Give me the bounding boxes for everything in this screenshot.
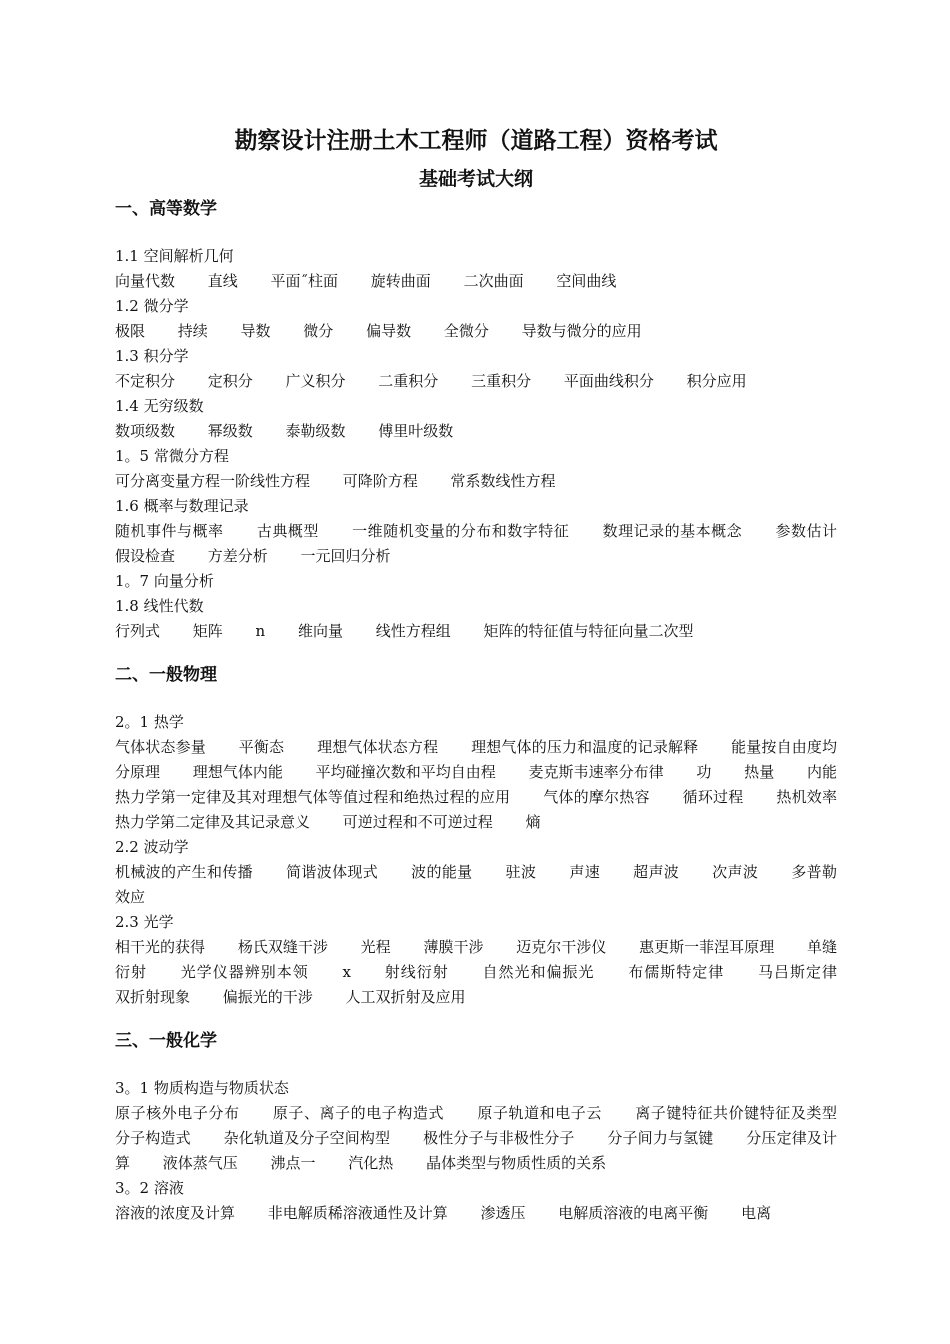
subsection-items: 数项级数 幂级数 泰勒级数 傅里叶级数 [115,422,454,440]
subsection-heading: 1。5 常微分方程 [115,447,229,465]
subsection-heading: 3。2 溶液 [115,1179,184,1197]
subsection-heading: 1.4 无穷级数 [115,397,204,415]
subsection-items: 溶液的浓度及计算 非电解质稀溶液通性及计算 渗透压 电解质溶液的电离平衡 电离 [115,1204,772,1222]
document-title: 勘察设计注册土木工程师（道路工程）资格考试 [234,128,718,154]
section-heading: 三、一般化学 [115,1031,217,1051]
section-heading: 二、一般物理 [115,665,217,685]
subsection-items: 原子核外电子分布 原子、离子的电子构造式 原子轨道和电子云 离子键特征共价键特征及类型 分子构造式 杂化轨道及分子空间构型 极性分子与非极性分子 分子间力与氢键 分压定律及计算 液体蒸气压 沸点一 汽化热 晶体类型与物质性质的关系 [115,1104,837,1172]
subsection-heading: 3。1 物质构造与物质状态 [115,1079,289,1097]
subsection-items: 机械波的产生和传播 简谐波体现式 波的能量 驻波 声速 超声波 次声波 多普勒效应 [115,863,837,906]
subsection-items: 气体状态参量 平衡态 理想气体状态方程 理想气体的压力和温度的记录解释 能量按自由度均分原理 理想气体内能 平均碰撞次数和平均自由程 麦克斯韦速率分布律 功 热量 内能 热力学第一定律及其对理想气体等值过程和绝热过程的应用 气体的摩尔热容 循环过程 热机效率 热力学第二定律及其记录意义 可逆过程和不可逆过程 熵 [115,738,837,831]
subsection-heading: 1.6 概率与数理记录 [115,497,249,515]
subsection-items: 相干光的获得 杨氏双缝干涉 光程 薄膜干涉 迈克尔干涉仪 惠更斯一菲涅耳原理 单缝衍射 光学仪器辨别本领 x 射线衍射 自然光和偏振光 布儒斯特定律 马吕斯定律 双折射现象 偏振光的干涉 人工双折射及应用 [115,938,837,1006]
section [115,662,837,1010]
section-heading: 一、高等数学 [115,199,217,219]
subsection-heading: 1.8 线性代数 [115,597,204,615]
document-subtitle: 基础考试大纲 [418,168,533,190]
document-page [115,120,837,1226]
subsection-heading: 1。7 向量分析 [115,572,214,590]
subsection-items: 极限 持续 导数 微分 偏导数 全微分 导数与微分的应用 [115,322,642,340]
subsection-heading: 1.1 空间解析几何 [115,247,234,265]
subsection-items: 行列式 矩阵 n 维向量 线性方程组 矩阵的特征值与特征向量二次型 [115,622,694,640]
subsection-heading: 2.3 光学 [115,913,174,931]
section [115,1028,837,1226]
subsection-items: 不定积分 定积分 广义积分 二重积分 三重积分 平面曲线积分 积分应用 [115,372,747,390]
subsection-heading: 1.3 积分学 [115,347,189,365]
sections-container [115,196,837,1226]
section [115,196,837,644]
subsection-heading: 1.2 微分学 [115,297,189,315]
subsection-items: 可分离变量方程一阶线性方程 可降阶方程 常系数线性方程 [115,472,556,490]
subsection-items: 随机事件与概率 古典概型 一维随机变量的分布和数字特征 数理记录的基本概念 参数估计 假设检查 方差分析 一元回归分析 [115,522,837,565]
subsection-heading: 2。1 热学 [115,713,184,731]
subsection-heading: 2.2 波动学 [115,838,189,856]
subsection-items: 向量代数 直线 平面˝柱面 旋转曲面 二次曲面 空间曲线 [115,272,617,290]
